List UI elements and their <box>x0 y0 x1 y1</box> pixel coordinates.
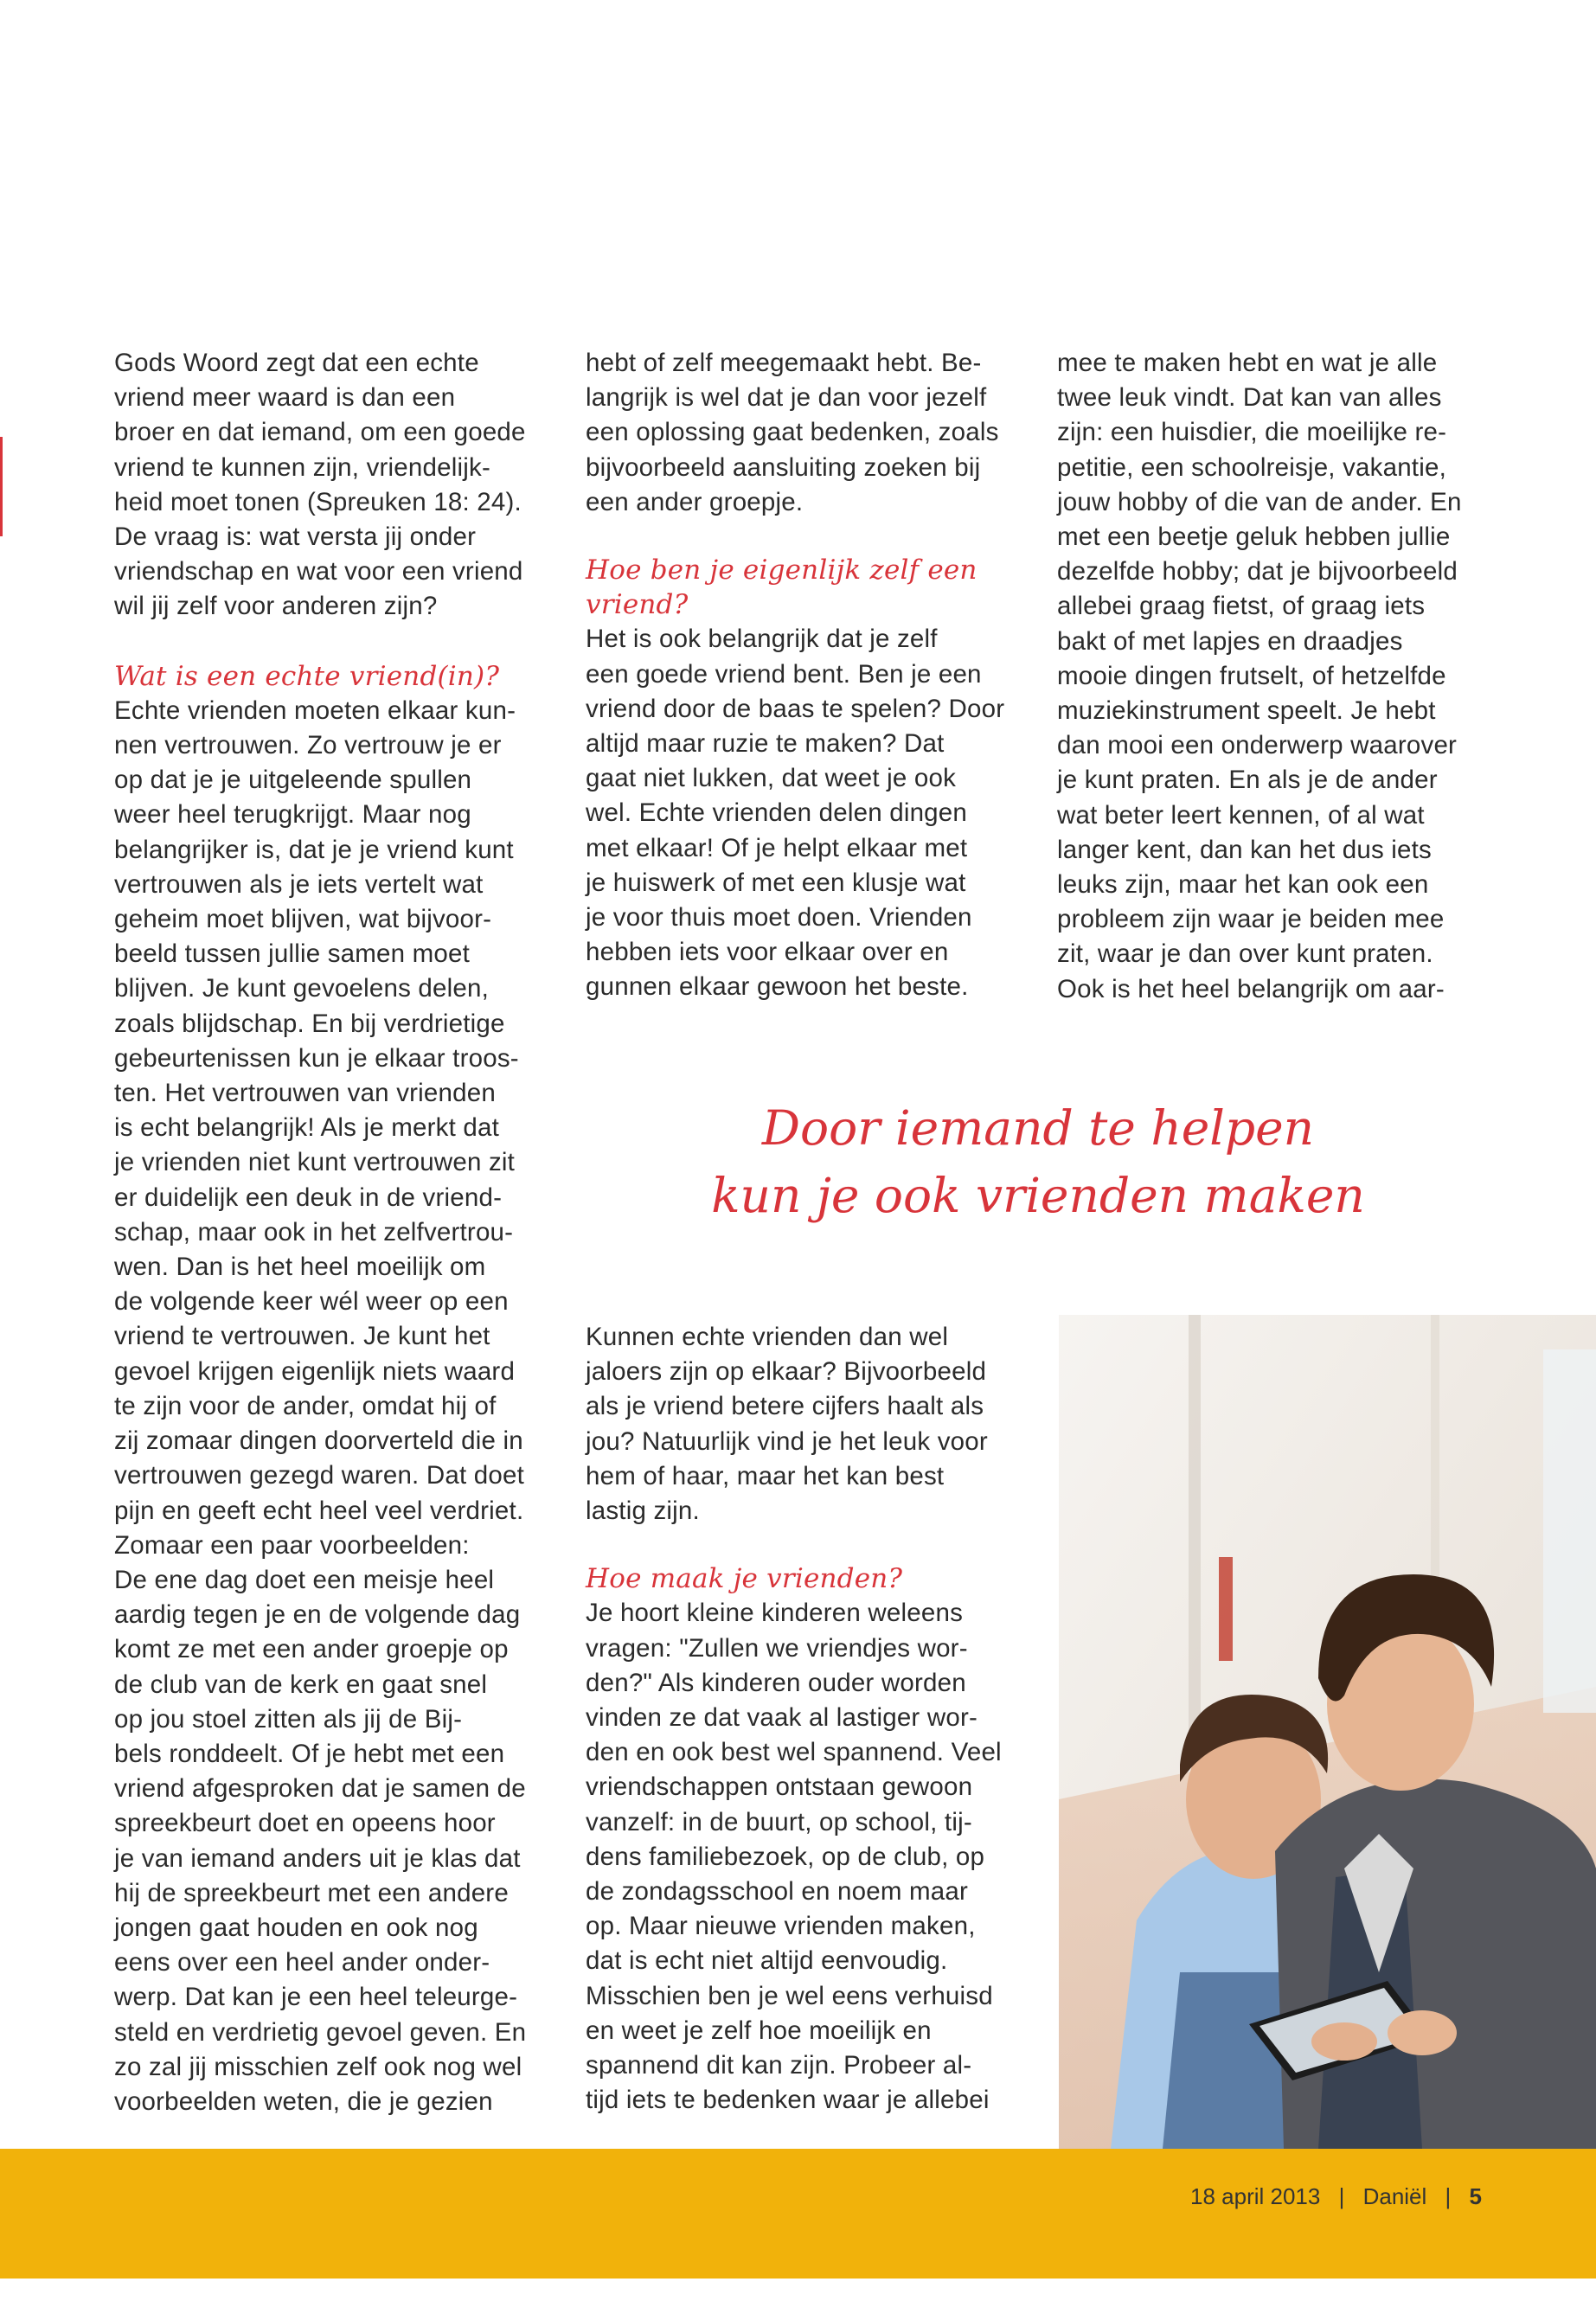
column-3 <box>1057 346 1462 1007</box>
text-line: bijvoorbeeld aansluiting zoeken bij <box>586 452 981 482</box>
text-line: jaloers zijn op elkaar? Bijvoorbeeld <box>586 1357 987 1387</box>
text-line: vertrouwen gezegd waren. Dat doet <box>114 1461 524 1490</box>
text-line: op dat je je uitgeleende spullen <box>114 766 472 795</box>
text-line: weer heel terugkrijgt. Maar nog <box>114 800 471 830</box>
text-line: schap, maar ook in het zelfvertrou- <box>114 1217 514 1247</box>
text-line: altijd maar ruzie te maken? Dat <box>586 729 945 759</box>
magazine-name: Daniël <box>1362 2183 1427 2209</box>
page-number: 5 <box>1469 2183 1482 2209</box>
text-line: De vraag is: wat versta jij onder <box>114 522 477 552</box>
text-line: Kunnen echte vrienden dan wel <box>586 1323 949 1351</box>
text-line: zij zomaar dingen doorverteld die in <box>114 1426 523 1456</box>
footer-separator: | <box>1338 2183 1345 2209</box>
footer-info <box>1190 2183 1482 2210</box>
text-line: de volgende keer wél weer op een <box>114 1287 509 1317</box>
text-line: dan mooi een onderwerp waarover <box>1057 731 1458 760</box>
section-body <box>586 1596 1002 2118</box>
text-line: vriend te kunnen zijn, vriendelijk- <box>114 452 490 482</box>
text-line: vriend door de baas te spelen? Door <box>586 694 1005 723</box>
text-line: de zondagsschool en noem maar <box>586 1877 969 1907</box>
text-line: den en ook best wel spannend. Veel <box>586 1738 1002 1767</box>
text-line: dat is echt niet altijd eenvoudig. <box>586 1946 948 1976</box>
column-2-top <box>586 346 1004 1005</box>
text-line: is echt belangrijk! Als je merkt dat <box>114 1113 499 1143</box>
text-line: mooie dingen frutselt, of hetzelfde <box>1057 661 1446 690</box>
text-line: hebt of zelf meegemaakt hebt. Be- <box>586 349 982 377</box>
section-heading <box>586 553 1004 622</box>
text-line: dens familiebezoek, op de club, op <box>586 1842 985 1871</box>
text-line: vertrouwen als je iets vertelt wat <box>114 869 484 899</box>
text-line: allebei graag fietst, of graag iets <box>1057 592 1426 621</box>
text-line: wen. Dan is het heel moeilijk om <box>114 1253 486 1282</box>
text-line: jongen gaat houden en ook nog <box>114 1913 478 1942</box>
text-line: Gods Woord zegt dat een echte <box>114 349 479 377</box>
pull-quote <box>683 1094 1393 1229</box>
text-line: vriend afgesproken dat je samen de <box>114 1774 526 1804</box>
footer-separator: | <box>1445 2183 1452 2209</box>
text-line: met elkaar! Of je helpt elkaar met <box>586 833 968 862</box>
text-line: een ander groepje. <box>586 487 804 516</box>
column-1 <box>114 346 526 2119</box>
paragraph <box>586 1320 1002 1529</box>
text-line: spreekbeurt doet en opeens hoor <box>114 1809 496 1838</box>
text-line: Ook is het heel belangrijk om aar- <box>1057 974 1445 1003</box>
text-line: werp. Dat kan je een heel teleurge- <box>114 1983 518 2012</box>
text-line: spannend dit kan zijn. Probeer al- <box>586 2051 972 2080</box>
section-body <box>586 622 1004 1004</box>
text-line: Zomaar een paar voorbeelden: <box>114 1530 470 1560</box>
edge-marker <box>0 437 3 536</box>
text-line: gaat niet lukken, dat weet je ook <box>586 764 957 793</box>
text-line: tijd iets te bedenken waar je allebei <box>586 2086 990 2115</box>
text-line: eens over een heel ander onder- <box>114 1948 490 1977</box>
paragraph <box>586 346 1004 520</box>
text-line: aardig tegen je en de volgende dag <box>114 1600 521 1630</box>
text-line: bakt of met lapjes en draadjes <box>1057 626 1403 656</box>
text-line: geheim moet blijven, wat bijvoor- <box>114 905 492 934</box>
text-line: vinden ze dat vaak al lastiger wor- <box>586 1703 978 1733</box>
text-line: blijven. Je kunt gevoelens delen, <box>114 974 489 1003</box>
boys-with-tablet-photo <box>1059 1315 1596 2149</box>
text-line: Het is ook belangrijk dat je zelf <box>586 625 938 654</box>
pull-quote-line: Door iemand te helpen <box>761 1100 1315 1156</box>
text-line: pijn en geeft echt heel veel verdriet. <box>114 1496 524 1525</box>
text-line: op jou stoel zitten als jij de Bij- <box>114 1704 463 1734</box>
text-line: gunnen elkaar gewoon het beste. <box>586 972 969 1002</box>
text-line: vriend te vertrouwen. Je kunt het <box>114 1322 490 1351</box>
text-line: muziekinstrument speelt. Je hebt <box>1057 696 1436 726</box>
text-line: hebben iets voor elkaar over en <box>586 938 949 967</box>
text-line: vriendschappen ontstaan gewoon <box>586 1772 973 1802</box>
issue-date: 18 april 2013 <box>1190 2183 1321 2209</box>
text-line: dezelfde hobby; dat je bijvoorbeeld <box>1057 557 1458 586</box>
heading-line: vriend? <box>586 589 689 621</box>
text-line: te zijn voor de ander, omdat hij of <box>114 1391 497 1420</box>
text-line: vragen: "Zullen we vriendjes wor- <box>586 1633 968 1663</box>
text-line: zo zal jij misschien zelf ook nog wel <box>114 2052 522 2081</box>
text-line: beeld tussen jullie samen moet <box>114 939 471 969</box>
text-line: vriendschap en wat voor een vriend <box>114 557 523 586</box>
text-line: je van iemand anders uit je klas dat <box>114 1843 521 1873</box>
text-line: Misschien ben je wel eens verhuisd <box>586 1981 993 2010</box>
text-line: zoals blijdschap. En bij verdrietige <box>114 1009 505 1038</box>
text-line: op. Maar nieuwe vrienden maken, <box>586 1912 976 1941</box>
text-line: jou? Natuurlijk vind je het leuk voor <box>586 1426 988 1456</box>
photo-illustration <box>1059 1315 1596 2149</box>
section-heading: Hoe maak je vrienden? <box>586 1563 903 1595</box>
text-line: mee te maken hebt en wat je alle <box>1057 349 1438 377</box>
text-line: er duidelijk een deuk in de vriend- <box>114 1183 503 1212</box>
text-line: wel. Echte vrienden delen dingen <box>586 798 968 828</box>
text-line: bels ronddeelt. Of je hebt met een <box>114 1739 505 1768</box>
text-line: als je vriend betere cijfers haalt als <box>586 1392 984 1421</box>
text-line: steld en verdrietig gevoel geven. En <box>114 2017 527 2047</box>
text-line: een oplossing gaat bedenken, zoals <box>586 418 999 447</box>
text-line: hij de spreekbeurt met een andere <box>114 1878 509 1907</box>
text-line: hem of haar, maar het kan best <box>586 1461 945 1490</box>
text-line: en weet je zelf hoe moeilijk en <box>586 2016 932 2045</box>
text-line: zijn: een huisdier, die moeilijke re- <box>1057 418 1447 447</box>
text-line: de club van de kerk en gaat snel <box>114 1670 488 1699</box>
text-line: komt ze met een ander groepje op <box>114 1635 509 1664</box>
intro-paragraph <box>114 346 526 625</box>
text-line: jouw hobby of die van de ander. En <box>1057 487 1462 516</box>
text-line: Je hoort kleine kinderen weleens <box>586 1599 964 1628</box>
section-heading: Wat is een echte vriend(in)? <box>114 660 500 692</box>
column-2-bottom <box>586 1320 1002 2118</box>
text-line: vriend meer waard is dan een <box>114 383 456 413</box>
text-line: gebeurtenissen kun je elkaar troos- <box>114 1043 519 1073</box>
section-body <box>114 694 526 2119</box>
text-line: heid moet tonen (Spreuken 18: 24). <box>114 487 522 516</box>
text-line: leuks zijn, maar het kan ook een <box>1057 870 1429 900</box>
text-line: De ene dag doet een meisje heel <box>114 1565 495 1594</box>
footer-bar <box>0 2149 1596 2279</box>
text-line: Echte vrienden moeten elkaar kun- <box>114 695 516 725</box>
text-line: petitie, een schoolreisje, vakantie, <box>1057 452 1446 482</box>
text-line: twee leuk vindt. Dat kan van alles <box>1057 383 1442 413</box>
text-line: vanzelf: in de buurt, op school, tij- <box>586 1807 972 1836</box>
text-line: belangrijker is, dat je je vriend kunt <box>114 835 514 864</box>
text-line: nen vertrouwen. Zo vertrouw je er <box>114 731 502 760</box>
text-line: voorbeelden weten, die je gezien <box>114 2086 493 2116</box>
heading-line: Hoe ben je eigenlijk zelf een <box>586 554 977 586</box>
text-line: broer en dat iemand, om een goede <box>114 418 526 447</box>
text-line: je voor thuis moet doen. Vrienden <box>586 903 972 933</box>
text-line: probleem zijn waar je beiden mee <box>1057 905 1445 934</box>
text-line: met een beetje geluk hebben jullie <box>1057 522 1451 552</box>
text-line: ten. Het vertrouwen van vrienden <box>114 1079 496 1108</box>
pull-quote-line: kun je ook vrienden maken <box>711 1168 1365 1223</box>
text-line: je vrienden niet kunt vertrouwen zit <box>114 1148 516 1177</box>
text-line: je kunt praten. En als je de ander <box>1057 766 1438 795</box>
text-line: wil jij zelf voor anderen zijn? <box>114 592 438 621</box>
text-line: den?" Als kinderen ouder worden <box>586 1668 966 1697</box>
text-line: wat beter leert kennen, of al wat <box>1057 800 1425 830</box>
text-line: een goede vriend bent. Ben je een <box>586 659 982 689</box>
text-line: zit, waar je dan over kunt praten. <box>1057 939 1433 969</box>
text-line: gevoel krijgen eigenlijk niets waard <box>114 1356 516 1386</box>
text-line: lastig zijn. <box>586 1497 700 1526</box>
text-line: langer kent, dan kan het dus iets <box>1057 835 1432 864</box>
text-line: je huiswerk of met een klusje wat <box>586 868 966 897</box>
text-line: langrijk is wel dat je dan voor jezelf <box>586 383 987 413</box>
